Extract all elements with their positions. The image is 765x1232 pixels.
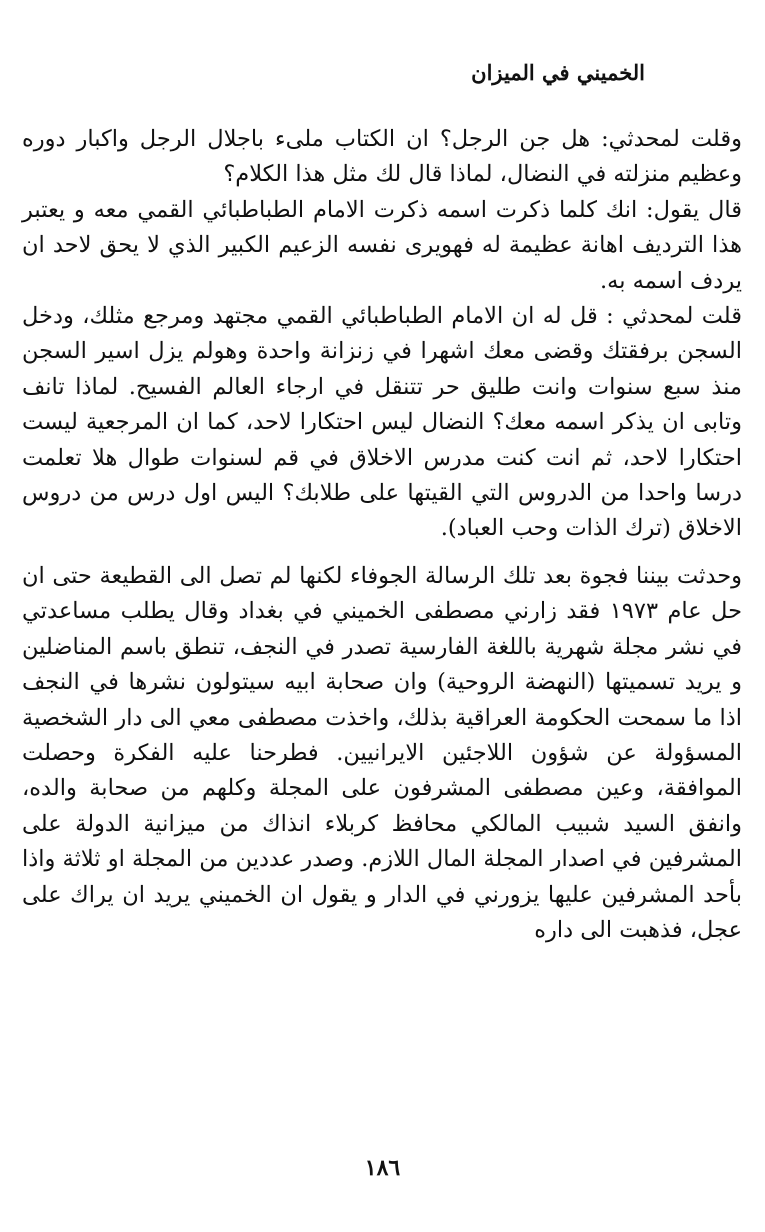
paragraph: قلت لمحدثي : قل له ان الامام الطباطبائي القمي مجتهد ومرجع مثلك، ودخل السجن برفقتك وقضى معك اشهرا في زنزانة واحدة وهولم يزل اسير السجن منذ سبع سنوات وانت طليق حر تتنقل في ارجاء العالم الفسيح. لماذا تانف وتابى ان يذكر اسمه معك؟ النضال ليس احتكارا لاحد، كما ان المرجعية ليست احتكارا لاحد، ثم انت كنت مدرس الاخلاق في قم لسنوات طوال هلا تعلمت درسا واحدا من الدروس التي القيتها على طلابك؟ اليس اول درس من دروس الاخلاق (ترك الذات وحب العباد). — [22, 303, 742, 542]
running-header: الخميني في الميزان — [471, 60, 645, 85]
body-text — [22, 122, 742, 948]
paragraph: وقلت لمحدثي: هل جن الرجل؟ ان الكتاب ملىء باجلال الرجل واكبار دوره وعظيم منزلته في النضال، لماذا قال لك مثل هذا الكلام؟ — [22, 126, 742, 188]
paragraph: وحدثت بيننا فجوة بعد تلك الرسالة الجوفاء لكنها لم تصل الى القطيعة حتى ان حل عام ١٩٧٣ فقد زارني مصطفى الخميني في بغداد وقال يطلب مساعدتي في نشر مجلة شهرية باللغة الفارسية تصدر في النجف، تنطق باسم المناضلين و يريد تسميتها (النهضة الروحية) وان صحابة ابيه سيتولون نشرها في النجف اذا ما سمحت الحكومة العراقية بذلك، واخذت مصطفى معي الى دار الشخصية المسؤولة عن شؤون اللاجئين الايرانيين. فطرحنا عليه الفكرة وحصلت الموافقة، وعين مصطفى المشرفون على المجلة وكلهم من صحابة والده، وانفق السيد شبيب المالكي محافظ كربلاء انذاك من ميزانية الدولة على المشرفين في اصدار المجلة المال اللازم. وصدر عددين من المجلة او ثلاثة واذا بأحد المشرفين عليها يزورني في الدار و يقول ان الخميني يريد ان يراك على عجل، فذهبت الى داره — [22, 562, 743, 943]
paragraph: قال يقول: انك كلما ذكرت اسمه ذكرت الامام الطباطبائي القمي معه و يعتبر هذا الترديف اهانة عظيمة له فهويرى نفسه الزعيم الكبير الذي لا يحق لاحد ان يردف اسمه به. — [22, 196, 742, 294]
page-number: ١٨٦ — [364, 1155, 401, 1181]
